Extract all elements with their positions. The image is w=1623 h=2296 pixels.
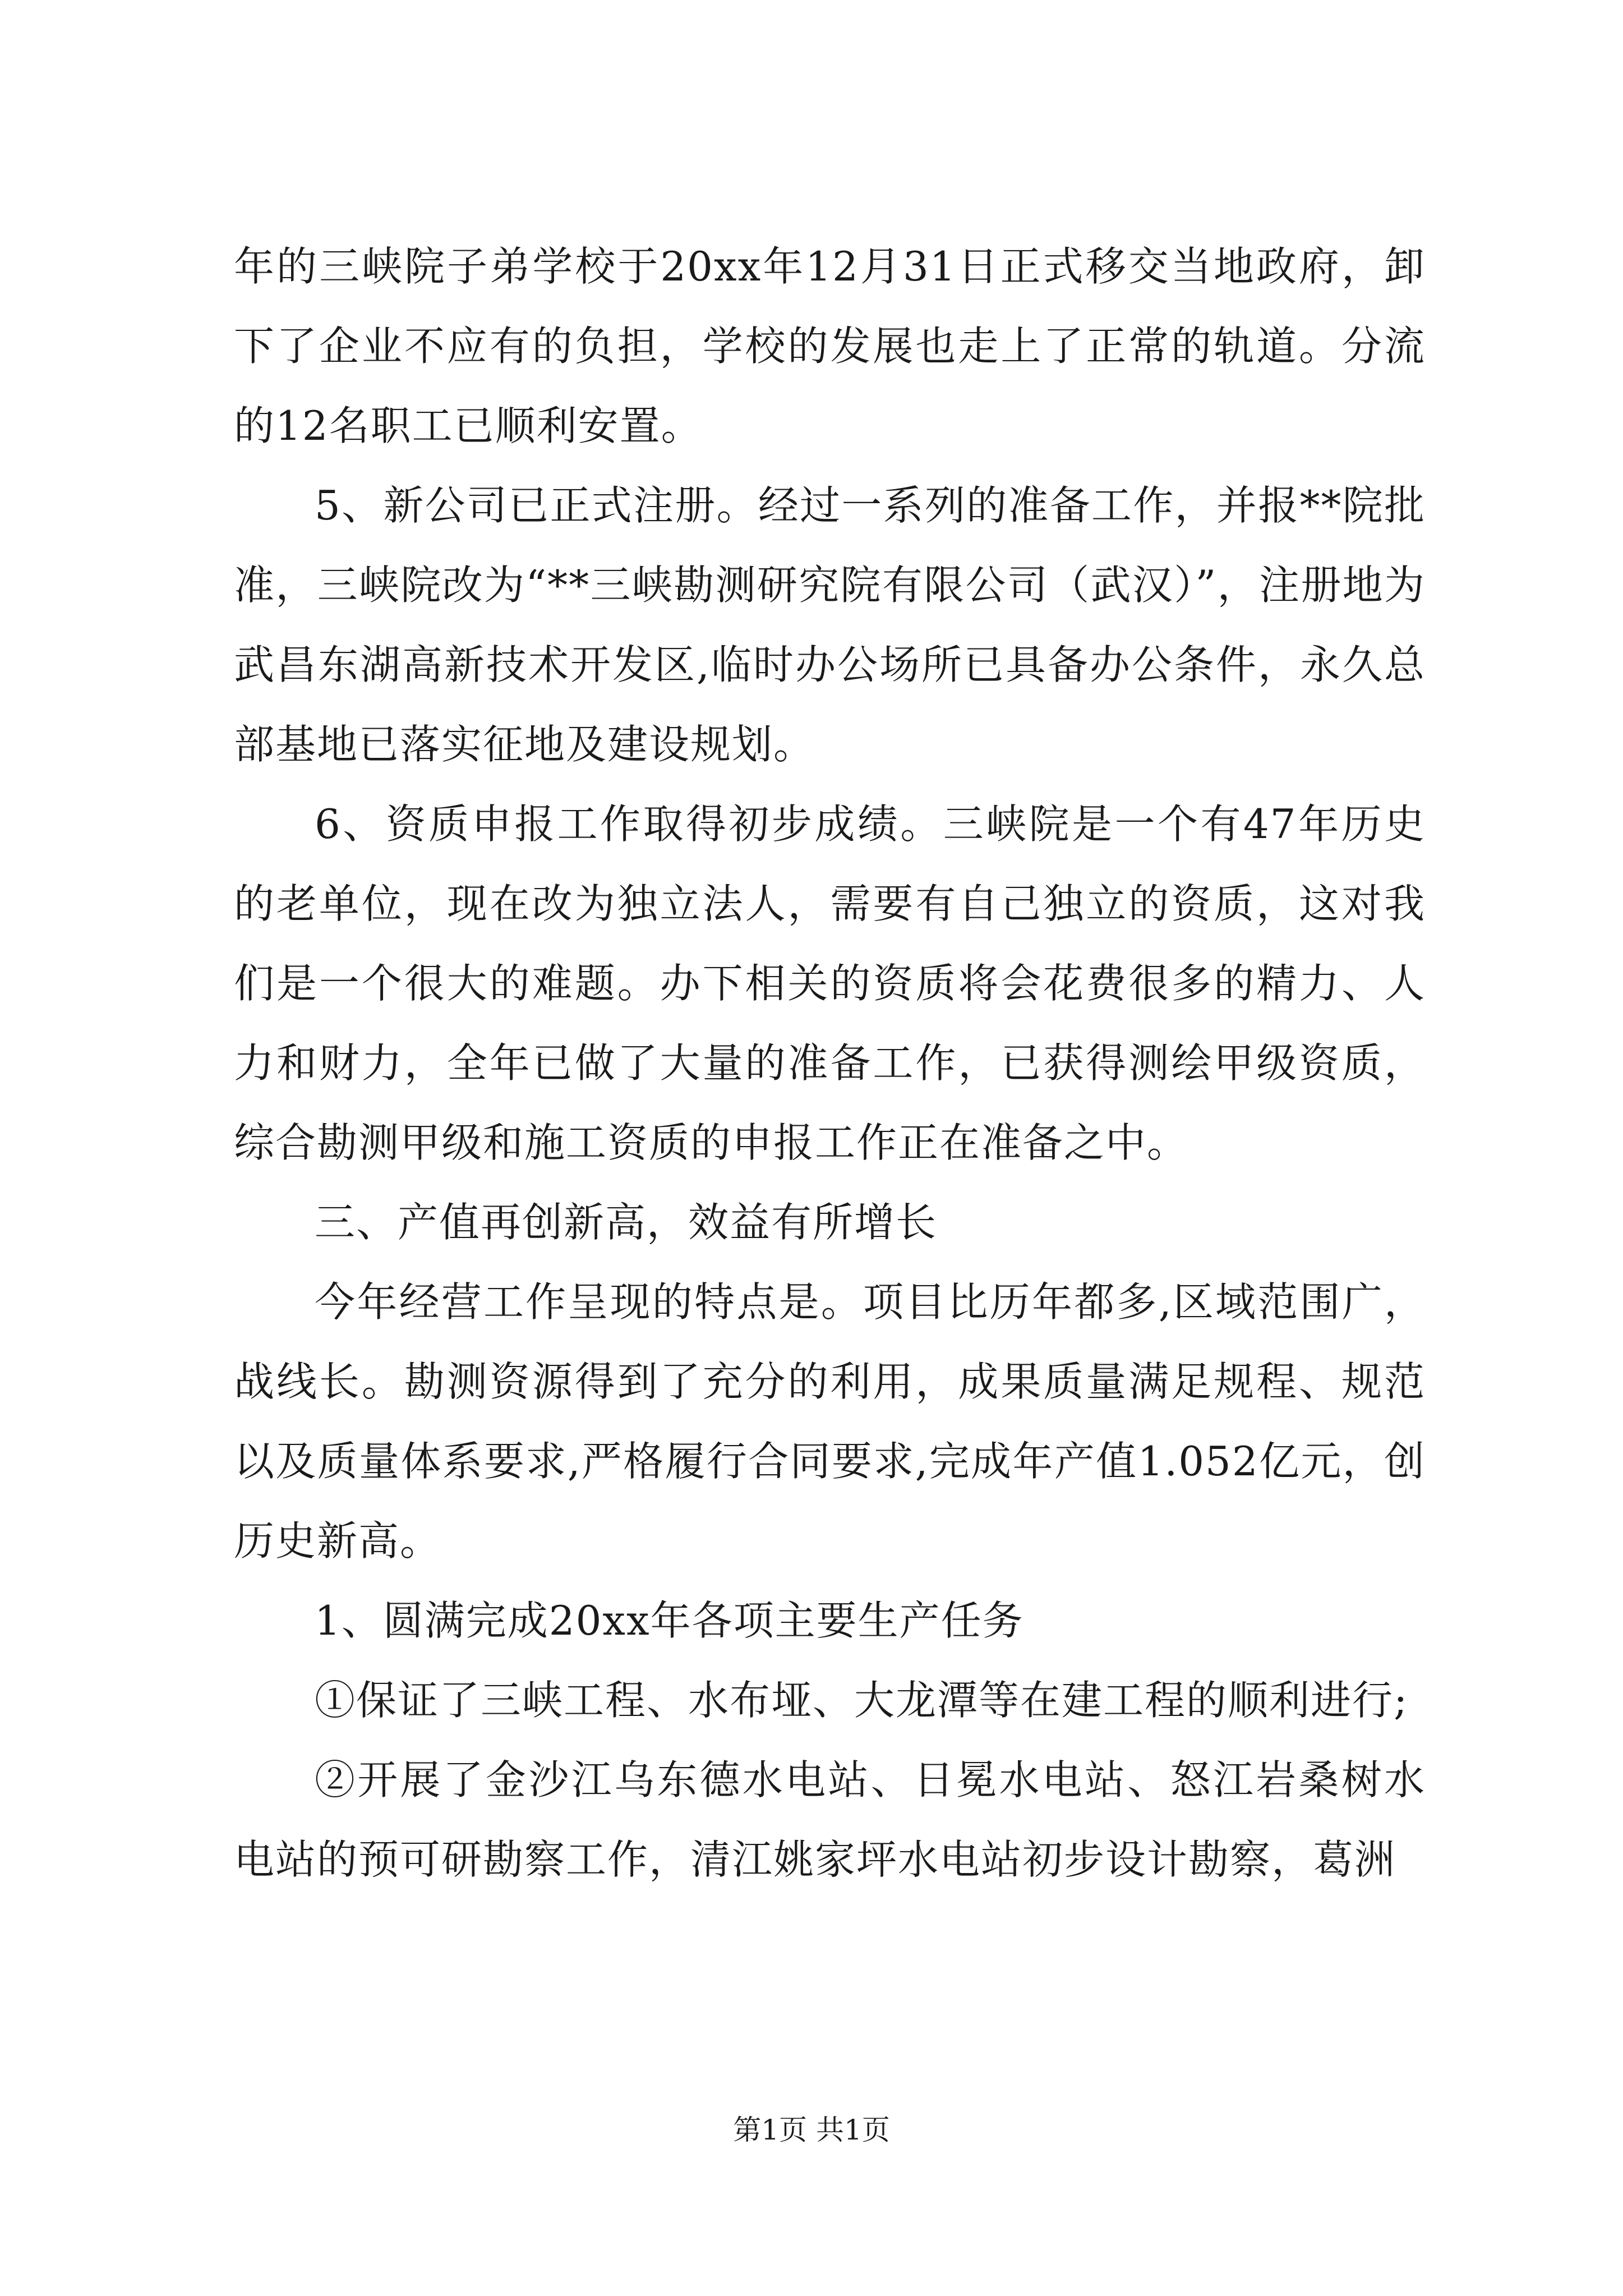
page-number-footer: 第1页 共1页 — [733, 2114, 890, 2146]
document-body — [234, 227, 1426, 1899]
list-item-survey-work: ②开展了金沙江乌东德水电站、日冕水电站、怒江岩桑树水电站的预可研勘察工作，清江姚家坪水电站初步设计勘察，葛洲 — [234, 1756, 1426, 1883]
section-heading-output-growth: 三、产值再创新高，效益有所增长 — [315, 1199, 938, 1246]
paragraph-qualification-application: 6、资质申报工作取得初步成绩。三峡院是一个有47年历史的老单位，现在改为独立法人，需要有自己独立的资质，这对我们是一个很大的难题。办下相关的资质将会花费很多的精力、人力和财力，全年已做了大量的准备工作，已获得测绘甲级资质，综合勘测甲级和施工资质的申报工作正在准备之中。 — [234, 800, 1426, 1166]
list-item-ongoing-projects: ①保证了三峡工程、水布垭、大龙潭等在建工程的顺利进行; — [315, 1677, 1409, 1724]
subheading-production-tasks: 1、圆满完成20xx年各项主要生产任务 — [315, 1597, 1024, 1644]
paragraph-new-company-registered: 5、新公司已正式注册。经过一系列的准备工作，并报**院批准，三峡院改为“**三峡勘测研究院有限公司（武汉）”，注册地为武昌东湖高新技术开发区,临时办公场所已具备办公条件，永久总部基地已落实征地及建设规划。 — [234, 482, 1426, 768]
paragraph-school-handover: 年的三峡院子弟学校于20xx年12月31日正式移交当地政府，卸下了企业不应有的负担，学校的发展也走上了正常的轨道。分流的12名职工已顺利安置。 — [234, 243, 1426, 449]
paragraph-business-features: 今年经营工作呈现的特点是。项目比历年都多,区域范围广，战线长。勘测资源得到了充分的利用，成果质量满足规程、规范以及质量体系要求,严格履行合同要求,完成年产值1.052亿元，创历史新高。 — [234, 1278, 1426, 1565]
